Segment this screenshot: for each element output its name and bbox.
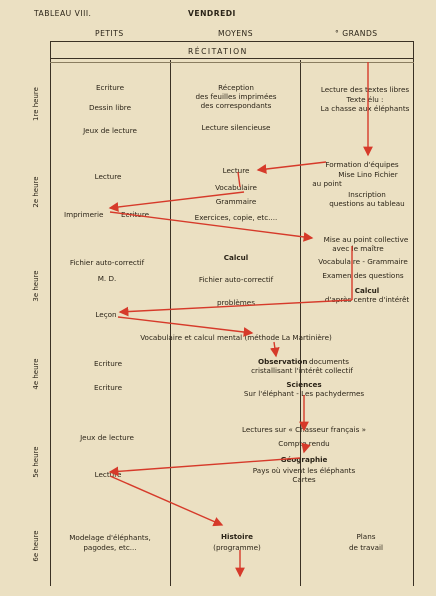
petits-lecture-1: Lecture: [94, 172, 122, 181]
moyens-reception-2: des feuilles imprimées: [195, 92, 277, 101]
column-header-grands: ° GRANDS: [335, 29, 378, 38]
vocabulaire-calcul-mental: Vocabulaire et calcul mental (méthode La Martinière): [140, 333, 332, 342]
flow-arrow-to-lecture-petits: [110, 458, 300, 472]
flow-arrow-lecon-to-vocabulaire: [118, 317, 252, 333]
grands-observation: Observation: [258, 357, 308, 366]
moyens-reception-1: Réception: [218, 83, 254, 92]
moyens-lecture: Lecture: [222, 166, 250, 175]
hour-label-4: 4e heure: [32, 358, 40, 390]
hour-label-5: 5e heure: [32, 446, 40, 478]
grands-chasse-elephants: La chasse aux éléphants: [320, 104, 410, 113]
flow-arrow-to-lecture: [258, 162, 326, 170]
grands-lectures-chasseur: Lectures sur « Chasseur français »: [241, 425, 367, 434]
recitation-banner: RÉCITATION: [188, 47, 248, 56]
petits-lecon: Leçon: [95, 310, 117, 319]
grands-mise-lino-fichier: Mise Lino Fichier: [338, 170, 398, 179]
petits-ecriture-4: Ecriture: [93, 383, 123, 392]
grands-calcul-interet: d'après centre d'intérêt: [324, 295, 410, 304]
grands-mise-point-collective: Mise au point collective: [323, 235, 409, 244]
column-header-moyens: MOYENS: [218, 29, 254, 38]
flow-arrow-to-histoire: [110, 476, 222, 525]
petits-ecriture-3: Ecriture: [93, 359, 123, 368]
table-label: TABLEAU VIII.: [34, 9, 92, 18]
petits-modelage-2: pagodes, etc...: [83, 543, 137, 552]
grands-de-travail: de travail: [348, 543, 384, 552]
flow-arrow-to-geographie: [304, 444, 306, 452]
flow-arrow-to-observation: [274, 342, 276, 356]
hour-label-2: 2e heure: [32, 176, 40, 208]
moyens-fichier-auto-correctif: Fichier auto-correctif: [198, 275, 274, 284]
moyens-lecture-silencieuse: Lecture silencieuse: [201, 123, 271, 132]
grands-formation-equipes: Formation d'équipes: [325, 160, 399, 169]
petits-ecriture-2: Ecriture: [121, 210, 150, 219]
flow-arrow-to-mise-point: [110, 212, 312, 238]
grands-questions-tableau: questions au tableau: [329, 199, 405, 208]
hour-label-6: 6e heure: [32, 530, 40, 562]
grands-au-point: au point: [312, 179, 342, 188]
moyens-vocabulaire: Vocabulaire: [215, 183, 257, 192]
grands-avec-maitre: avec le maître: [332, 244, 384, 253]
petits-jeux-lecture-1: Jeux de lecture: [83, 126, 137, 135]
grands-geographie: Géographie: [280, 455, 328, 464]
grands-examen-questions: Examen des questions: [322, 271, 404, 280]
hour-label-1: 1re heure: [32, 87, 40, 121]
moyens-histoire: Histoire: [220, 532, 254, 541]
petits-lecture-2: Lecture: [94, 470, 122, 479]
column-header-petits: PETITS: [95, 29, 124, 38]
grands-pays-elephants: Pays où vivent les éléphants: [252, 466, 356, 475]
grands-observation-documents: documents: [309, 357, 350, 366]
petits-dessin-libre: Dessin libre: [88, 103, 132, 112]
grands-calcul: Calcul: [354, 286, 380, 295]
grands-compte-rendu: Compte rendu: [278, 439, 330, 448]
petits-fichier-auto-correctif: Fichier auto-correctif: [69, 258, 145, 267]
petits-imprimerie: Imprimerie: [64, 210, 104, 219]
grands-sciences: Sciences: [286, 380, 322, 389]
flow-arrow-to-imprimerie: [110, 192, 244, 208]
grands-sciences-elephant: Sur l'éléphant - Les pachydermes: [243, 389, 365, 398]
petits-md: M. D.: [97, 274, 117, 283]
grands-observation-interet: cristallisant l'intérêt collectif: [251, 366, 353, 375]
grands-plans: Plans: [356, 532, 376, 541]
petits-modelage-1: Modelage d'éléphants,: [69, 533, 151, 542]
moyens-grammaire: Grammaire: [215, 197, 257, 206]
grands-lecture-textes: Lecture des textes libres: [320, 85, 410, 94]
petits-jeux-lecture-2: Jeux de lecture: [80, 433, 134, 442]
flow-arrow-to-lecon: [120, 300, 352, 312]
grands-vocabulaire-grammaire: Vocabulaire - Grammaire: [318, 257, 408, 266]
petits-ecriture-1: Ecriture: [95, 83, 125, 92]
flow-arrow-lecture-down: [238, 172, 240, 187]
day-title: VENDREDI: [188, 9, 236, 18]
grands-cartes: Cartes: [292, 475, 316, 484]
hour-label-3: 3e heure: [32, 270, 40, 302]
grands-texte-elu: Texte élu :: [346, 95, 384, 104]
moyens-reception-3: des correspondants: [200, 101, 272, 110]
moyens-programme: (programme): [213, 543, 261, 552]
moyens-problemes: problèmes: [217, 298, 255, 307]
grands-inscription: Inscription: [348, 190, 386, 199]
moyens-exercices: Exercices, copie, etc....: [194, 213, 278, 222]
moyens-calcul: Calcul: [223, 253, 249, 262]
